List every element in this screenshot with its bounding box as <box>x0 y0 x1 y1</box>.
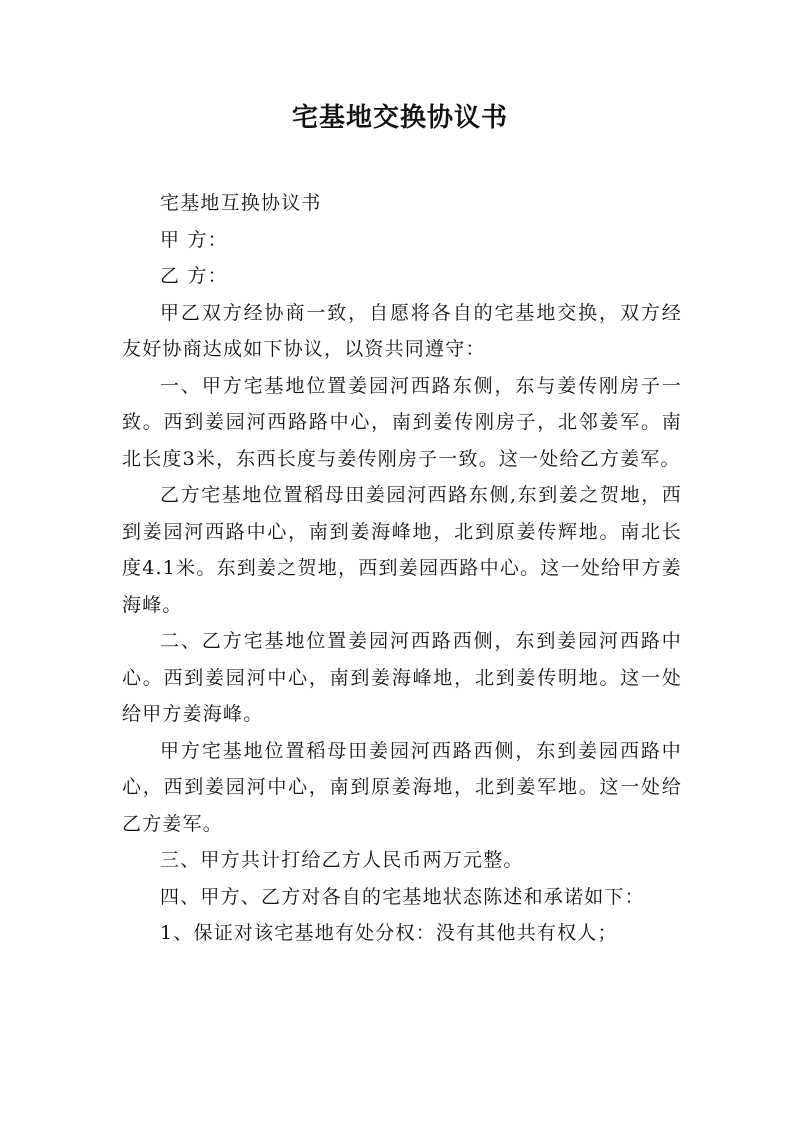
paragraph-clause-2: 二、乙方宅基地位置姜园河西路西侧，东到姜园河西路中心。西到姜园河中心，南到姜海峰地，北到姜传明地。这一处给甲方姜海峰。 <box>122 630 682 725</box>
paragraph-clause-1: 一、甲方宅基地位置姜园河西路东侧，东与姜传刚房子一致。西到姜园河西路路中心，南到姜传刚房子，北邻姜军。南北长度3米，东西长度与姜传刚房子一致。这一处给乙方姜军。 <box>122 374 682 470</box>
paragraph-party-a: 甲 方： <box>160 228 228 251</box>
paragraph-clause-4-item-1: 1、保证对该宅基地有处分权：没有其他共有权人； <box>160 922 618 944</box>
document-body <box>122 185 682 952</box>
paragraph-clause-2-b: 甲方宅基地位置稻母田姜园河西路西侧，东到姜园西路中心，西到姜园河中心，南到原姜海地，北到姜军地。这一处给乙方姜军。 <box>122 739 682 835</box>
paragraph-clause-4: 四、甲方、乙方对各自的宅基地状态陈述和承诺如下： <box>160 885 645 908</box>
paragraph-party-b: 乙 方： <box>160 265 228 287</box>
paragraph-clause-3: 三、甲方共计打给乙方人民币两万元整。 <box>160 849 524 871</box>
paragraph-preamble: 甲乙双方经协商一致，自愿将各自的宅基地交换，双方经友好协商达成如下协议，以资共同遵守： <box>122 301 682 360</box>
document-title: 宅基地交换协议书 <box>291 103 508 133</box>
paragraph-subtitle: 宅基地互换协议书 <box>160 192 322 214</box>
paragraph-clause-1-b: 乙方宅基地位置稻母田姜园河西路东侧,东到姜之贺地，西到姜园河西路中心，南到姜海峰地，北到原姜传辉地。南北长度4.1米。东到姜之贺地，西到姜园西路中心。这一处给甲方姜海峰。 <box>122 484 682 616</box>
